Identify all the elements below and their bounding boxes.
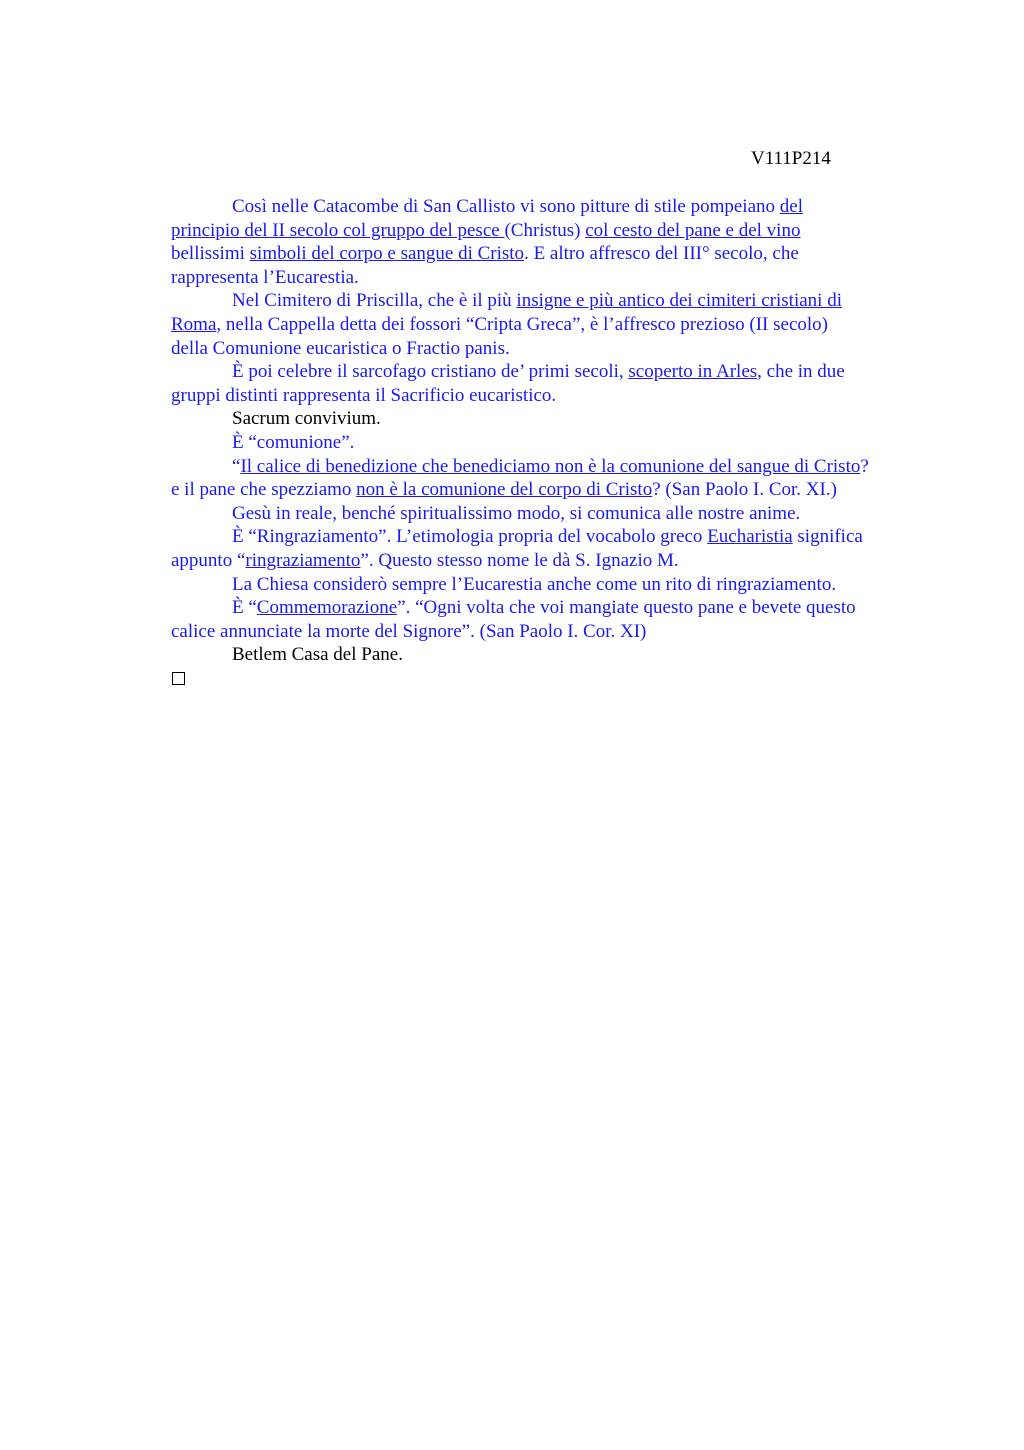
paragraph-priscilla xyxy=(171,289,931,360)
underlined-text: Il calice di benedizione che benediciamo non è la comunione del sangue di Cristo xyxy=(240,455,861,477)
text-run: Così nelle Catacombe di San Callisto vi sono pitture di stile pompeiano xyxy=(232,196,780,217)
document-body xyxy=(171,195,931,667)
underlined-text: scoperto in Arles xyxy=(628,361,758,383)
text-run: . E altro affresco del III° secolo, che xyxy=(524,243,799,265)
paragraph-arles xyxy=(171,360,931,407)
underlined-text: del xyxy=(779,196,803,217)
underlined-text: simboli del corpo e sangue di Cristo xyxy=(249,243,525,265)
paragraph-betlem: Betlem Casa del Pane. xyxy=(232,644,403,666)
paragraph-catacombe xyxy=(171,195,931,289)
text-run: significa xyxy=(792,526,863,548)
underlined-text: Commemorazione xyxy=(256,597,398,619)
text-run: e il pane che spezziamo xyxy=(171,479,357,501)
text-run: della Comunione eucaristica o Fractio panis. xyxy=(171,337,510,359)
text-run: calice annunciate la morte del Signore”. (San Paolo I. Cor. XI) xyxy=(171,620,647,642)
text-run: È poi celebre il sarcofago cristiano de’ primi secoli, xyxy=(232,361,629,383)
empty-square-icon xyxy=(172,672,185,685)
text-run: , nella Cappella detta dei fossori “Cripta Greca”, è l’affresco prezioso (II secolo) xyxy=(216,313,828,335)
paragraph-ringraziamento xyxy=(171,525,931,572)
text-run: bellissimi xyxy=(171,243,250,265)
paragraph-commemorazione xyxy=(171,596,931,643)
text-run: ”. “Ogni volta che voi mangiate questo pane e bevete questo xyxy=(397,597,856,619)
underlined-text: insigne e più antico dei cimiteri cristiani di xyxy=(516,290,842,312)
text-run: , che in due xyxy=(757,361,845,383)
text-run: ? xyxy=(860,455,869,477)
paragraph-gesu: Gesù in reale, benché spiritualissimo modo, si comunica alle nostre anime. xyxy=(232,502,801,524)
text-run: Nel Cimitero di Priscilla, che è il più xyxy=(232,290,517,312)
text-run: appunto “ xyxy=(171,549,246,571)
text-run: (Christus) xyxy=(504,219,586,241)
paragraph-comunione: È “comunione”. xyxy=(232,431,355,453)
underlined-text: col cesto del pane e del vino xyxy=(585,219,801,241)
text-run: ? (San Paolo I. Cor. XI.) xyxy=(652,479,837,501)
underlined-text: ringraziamento xyxy=(245,549,361,571)
text-run: ”. Questo stesso nome le dà S. Ignazio M. xyxy=(360,549,679,571)
paragraph-sacrum-convivium: Sacrum convivium. xyxy=(232,408,381,430)
text-run: rappresenta l’Eucarestia. xyxy=(171,266,359,288)
underlined-text: non è la comunione del corpo di Cristo xyxy=(356,479,653,501)
page-identifier: V111P214 xyxy=(751,148,831,169)
paragraph-calice xyxy=(171,455,931,502)
underlined-text: principio del II secolo col gruppo del pesce xyxy=(171,219,505,241)
text-run: È “Ringraziamento”. L’etimologia propria del vocabolo greco xyxy=(232,526,708,548)
text-run: “ xyxy=(232,455,241,477)
paragraph-chiesa: La Chiesa considerò sempre l’Eucarestia anche come un rito di ringraziamento. xyxy=(232,573,837,595)
underlined-text: Roma xyxy=(171,313,217,335)
text-run: È “ xyxy=(232,597,257,619)
underlined-text: Eucharistia xyxy=(707,526,793,548)
text-run: gruppi distinti rappresenta il Sacrificio eucaristico. xyxy=(171,384,557,406)
